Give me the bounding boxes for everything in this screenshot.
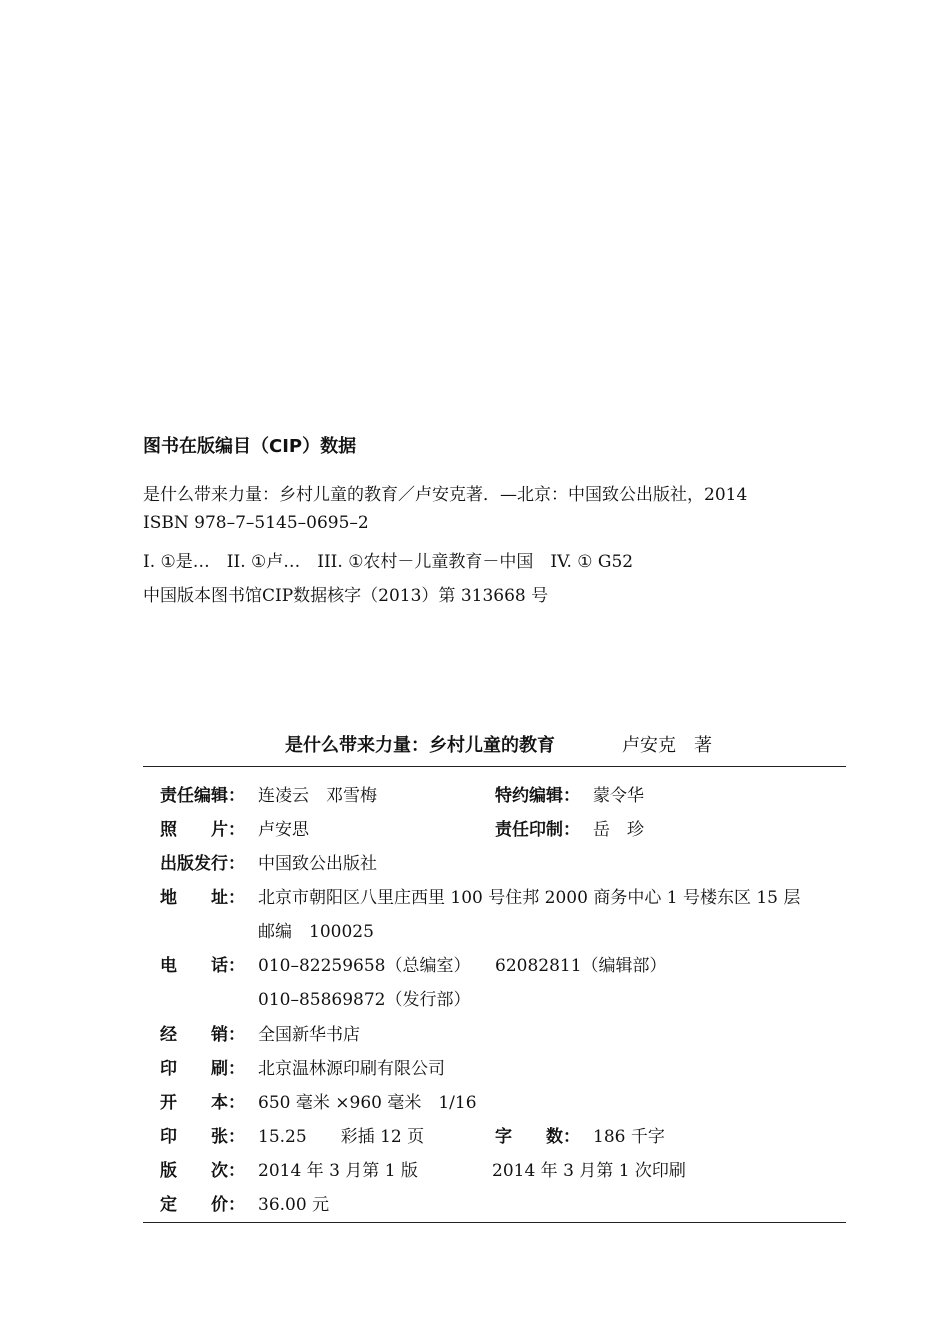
price-value: 36.00 元	[258, 1195, 330, 1215]
edition-label: 版 次：	[160, 1161, 245, 1181]
cip-heading: 图书在版编目（CIP）数据	[143, 436, 357, 457]
bottom-rule	[143, 1222, 846, 1223]
print-manager-label: 责任印制：	[495, 820, 580, 840]
address-label: 地 址：	[160, 888, 245, 908]
cip-line-classification: I. ①是… II. ①卢… III. ①农村－儿童教育－中国 IV. ① G52	[143, 552, 634, 572]
editor-label: 责任编辑：	[160, 786, 245, 806]
print-manager-value: 岳 珍	[593, 820, 644, 840]
printer-label: 印 刷：	[160, 1059, 245, 1079]
distributor-value: 全国新华书店	[258, 1025, 360, 1045]
format-label: 开 本：	[160, 1093, 245, 1113]
photo-value: 卢安思	[258, 820, 309, 840]
sheets-label: 印 张：	[160, 1127, 245, 1147]
editor-value: 连凌云 邓雪梅	[258, 786, 377, 806]
phone-value-editorial: 010–82259658（总编室）	[258, 956, 471, 976]
price-label: 定 价：	[160, 1195, 245, 1215]
special-editor-value: 蒙令华	[593, 786, 644, 806]
cip-line-title: 是什么带来力量：乡村儿童的教育／卢安克著．—北京：中国致公出版社，2014	[143, 485, 748, 505]
words-value: 186 千字	[593, 1127, 665, 1147]
special-editor-label: 特约编辑：	[495, 786, 580, 806]
printing-value: 2014 年 3 月第 1 次印刷	[492, 1161, 686, 1181]
format-value: 650 毫米 ×960 毫米 1/16	[258, 1093, 477, 1113]
phone-value-editing: 62082811（编辑部）	[495, 956, 667, 976]
sheets-value: 15.25 彩插 12 页	[258, 1127, 425, 1147]
postcode-value: 邮编 100025	[258, 922, 374, 942]
phone-label: 电 话：	[160, 956, 245, 976]
book-author: 卢安克 著	[622, 735, 712, 756]
distributor-label: 经 销：	[160, 1025, 245, 1045]
top-rule	[143, 766, 846, 767]
edition-value: 2014 年 3 月第 1 版	[258, 1161, 418, 1181]
phone-value-distribution: 010–85869872（发行部）	[258, 990, 471, 1010]
publisher-value: 中国致公出版社	[258, 854, 377, 874]
photo-label: 照 片：	[160, 820, 245, 840]
publisher-label: 出版发行：	[160, 854, 245, 874]
cip-line-record: 中国版本图书馆CIP数据核字（2013）第 313668 号	[143, 586, 549, 606]
words-label: 字 数：	[495, 1127, 580, 1147]
book-title: 是什么带来力量：乡村儿童的教育	[285, 735, 555, 756]
cip-line-isbn: ISBN 978–7–5145–0695–2	[143, 513, 369, 533]
printer-value: 北京温林源印刷有限公司	[258, 1059, 445, 1079]
address-value: 北京市朝阳区八里庄西里 100 号住邦 2000 商务中心 1 号楼东区 15 层	[258, 888, 801, 908]
